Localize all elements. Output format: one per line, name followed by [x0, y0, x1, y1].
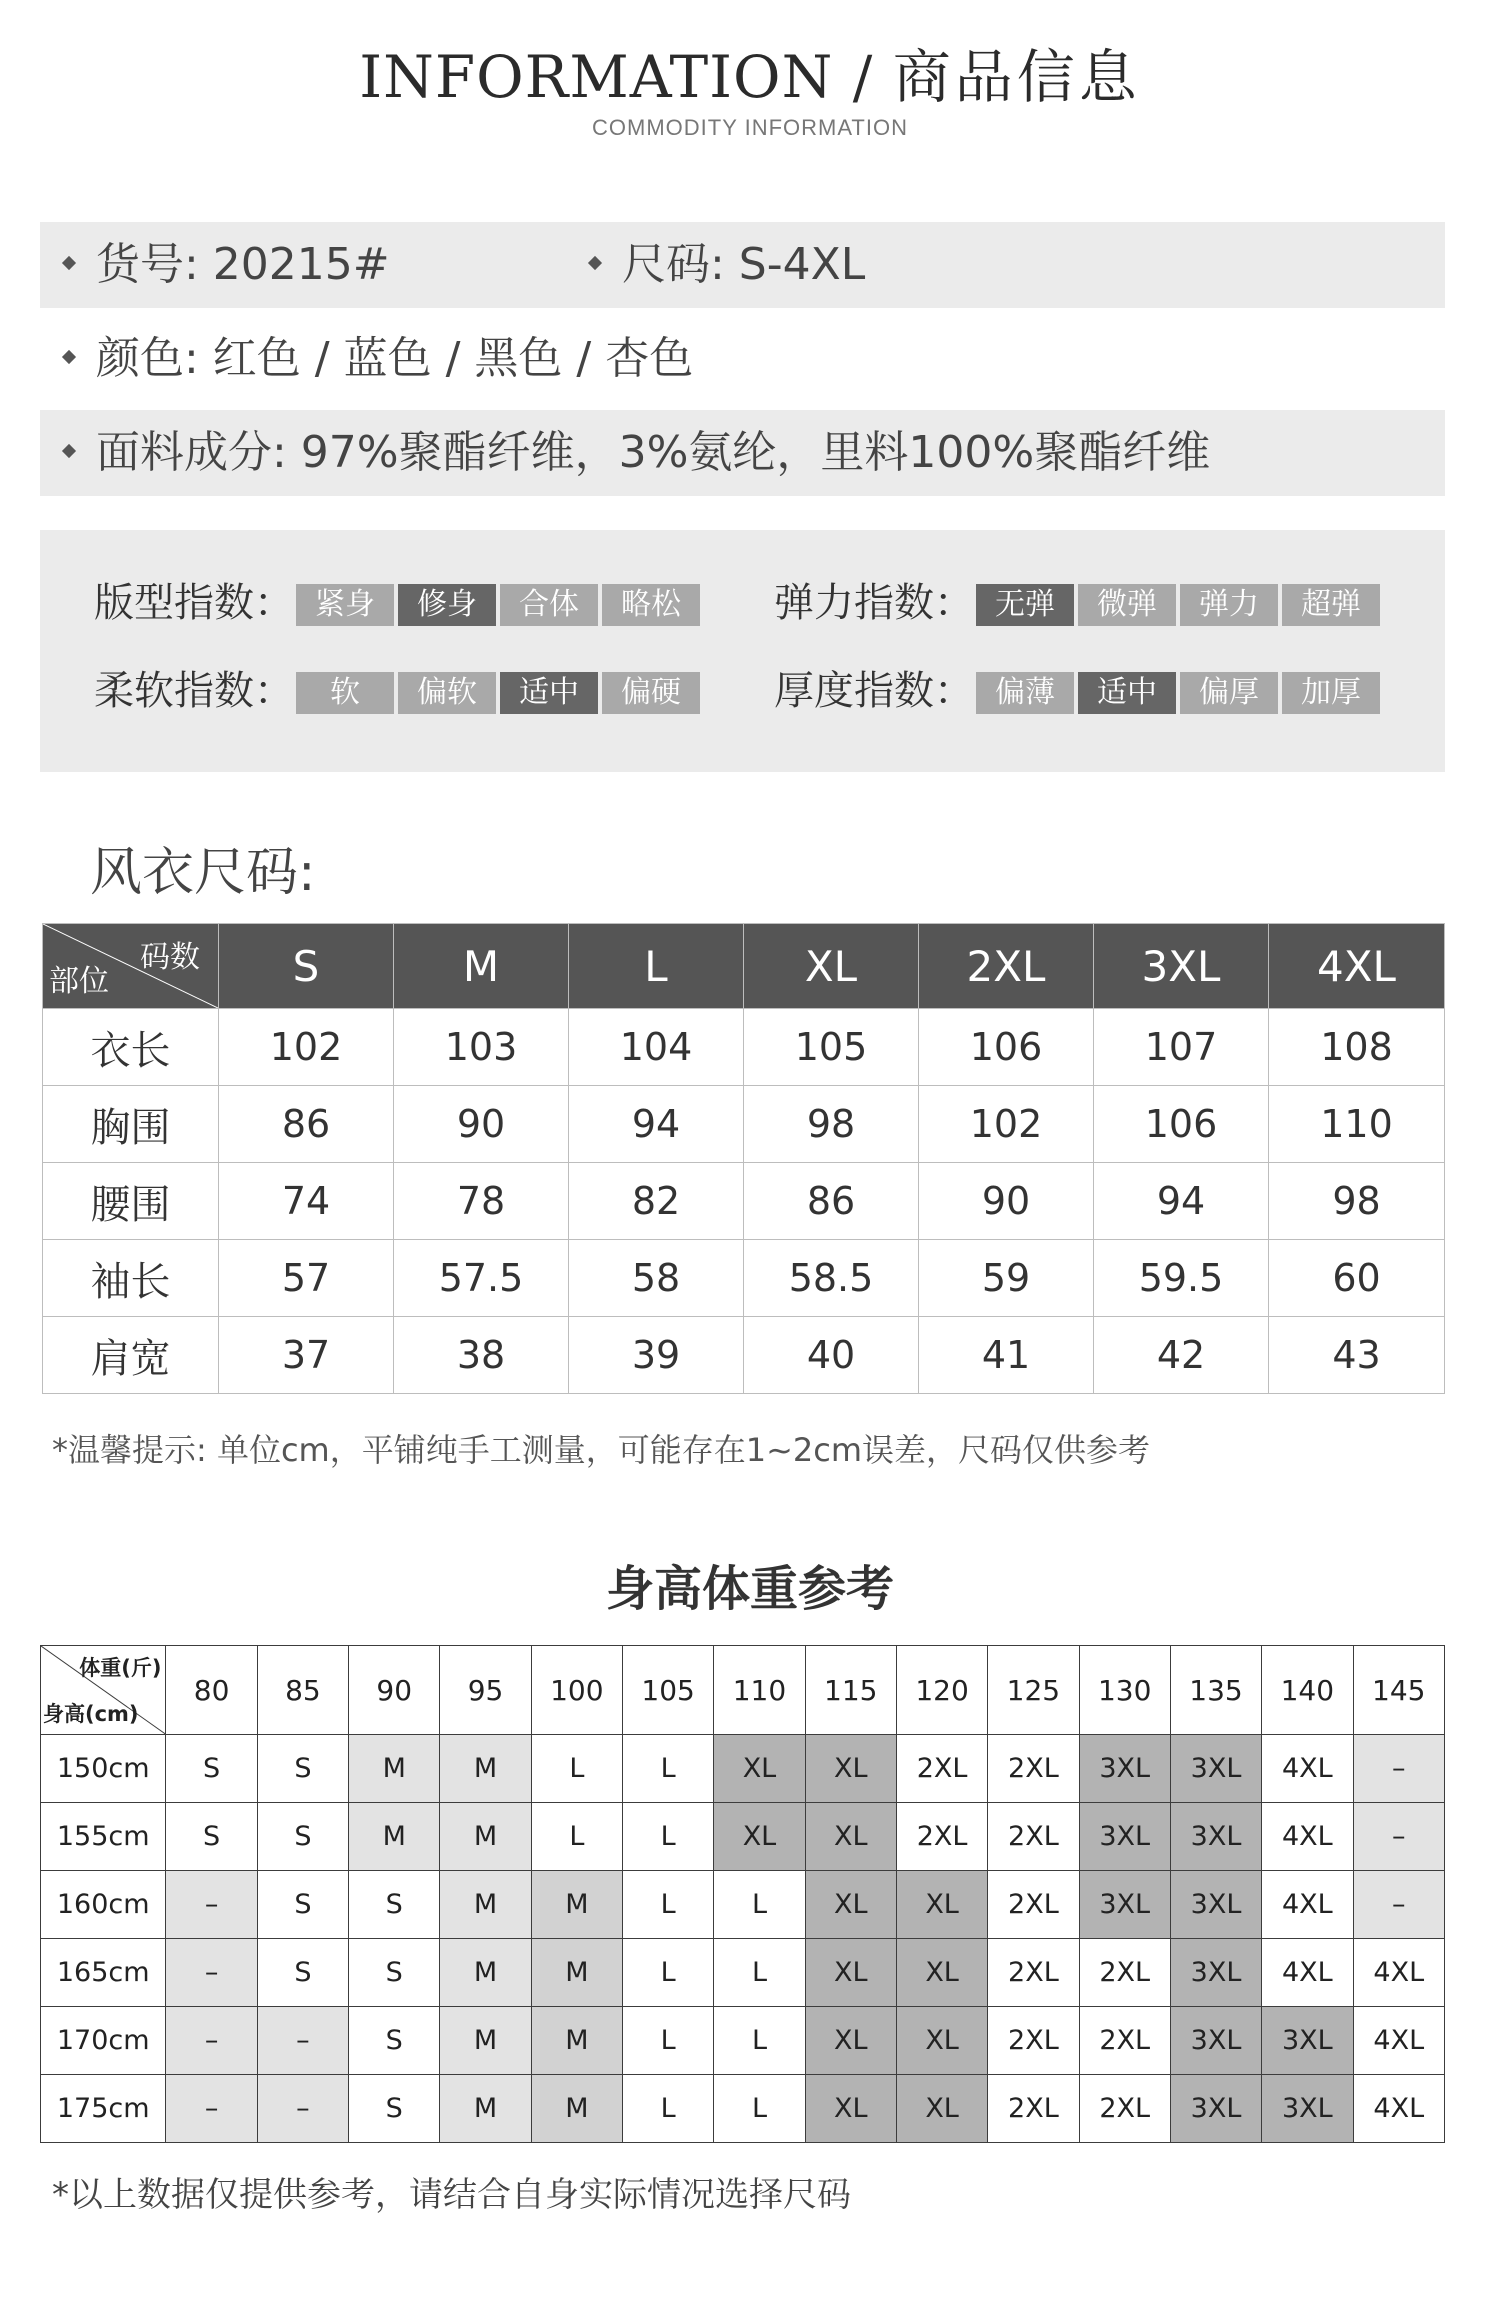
recommended-size-cell: L — [623, 1871, 714, 1939]
weight-header: 125 — [988, 1646, 1079, 1735]
thickness-index-options — [976, 672, 1380, 714]
recommended-size-cell: 2XL — [896, 1803, 987, 1871]
recommended-size-cell: 2XL — [1079, 2007, 1170, 2075]
recommended-size-cell: 3XL — [1079, 1735, 1170, 1803]
measurement-cell: 94 — [569, 1086, 744, 1163]
measurement-cell: 98 — [744, 1086, 919, 1163]
recommended-size-cell: S — [166, 1735, 257, 1803]
recommended-size-cell: 2XL — [988, 2075, 1079, 2143]
weight-header: 140 — [1262, 1646, 1353, 1735]
softness-option-selected: 适中 — [500, 672, 598, 714]
info-row-colors — [40, 316, 1445, 402]
recommended-size-cell: 3XL — [1170, 1803, 1261, 1871]
page-title-separator: / — [833, 43, 893, 111]
recommended-size-cell: XL — [896, 1939, 987, 2007]
recommended-size-cell: XL — [805, 1939, 896, 2007]
size-header-row — [43, 924, 1445, 1009]
hw-corner-cell — [41, 1646, 166, 1735]
fit-option: 合体 — [500, 584, 598, 626]
fit-index-label: 版型指数： — [94, 580, 294, 626]
recommended-size-cell: 4XL — [1353, 2007, 1445, 2075]
bullet-diamond-icon — [588, 256, 602, 270]
recommended-size-cell: M — [440, 1871, 531, 1939]
softness-option: 偏硬 — [602, 672, 700, 714]
size-row — [43, 1317, 1445, 1394]
recommended-size-cell: XL — [714, 1803, 805, 1871]
thickness-option-selected: 适中 — [1078, 672, 1176, 714]
recommended-size-cell: 2XL — [988, 1735, 1079, 1803]
corner-size-label: 码数 — [140, 940, 200, 975]
bullet-diamond-icon — [62, 256, 76, 270]
size-header: 3XL — [1094, 924, 1269, 1009]
height-cell: 155cm — [41, 1803, 166, 1871]
weight-header: 120 — [896, 1646, 987, 1735]
measurement-cell: 106 — [919, 1009, 1094, 1086]
weight-header: 110 — [714, 1646, 805, 1735]
recommended-size-cell: 3XL — [1170, 1939, 1261, 2007]
height-cell: 175cm — [41, 2075, 166, 2143]
softness-option: 软 — [296, 672, 394, 714]
recommended-size-cell: – — [166, 1871, 257, 1939]
weight-header: 95 — [440, 1646, 531, 1735]
weight-header: 100 — [531, 1646, 622, 1735]
measurement-cell: 58 — [569, 1240, 744, 1317]
measurement-cell: 102 — [919, 1086, 1094, 1163]
recommended-size-cell: L — [531, 1803, 622, 1871]
fabric-text: 面料成分: 97%聚酯纤维，3%氨纶，里料100%聚酯纤维 — [96, 427, 1211, 478]
size-corner-cell — [43, 924, 219, 1009]
elasticity-option-selected: 无弹 — [976, 584, 1074, 626]
recommended-size-cell: – — [166, 2007, 257, 2075]
corner-part-label: 部位 — [49, 964, 109, 999]
measurement-cell: 110 — [1269, 1086, 1445, 1163]
height-cell: 165cm — [41, 1939, 166, 2007]
info-row-item-size — [40, 222, 1445, 308]
recommended-size-cell: 2XL — [988, 1939, 1079, 2007]
page-title-cn: 商品信息 — [892, 43, 1141, 111]
recommended-size-cell: 2XL — [988, 1871, 1079, 1939]
item-number — [64, 222, 390, 308]
thickness-option: 偏厚 — [1180, 672, 1278, 714]
measurement-cell: 105 — [744, 1009, 919, 1086]
weight-header: 105 — [623, 1646, 714, 1735]
recommended-size-cell: 4XL — [1353, 2075, 1445, 2143]
recommended-size-cell: M — [440, 1939, 531, 2007]
elasticity-option: 弹力 — [1180, 584, 1278, 626]
recommended-size-cell: 2XL — [988, 1803, 1079, 1871]
height-row — [41, 1939, 1445, 2007]
recommended-size-cell: 3XL — [1262, 2007, 1353, 2075]
recommended-size-cell: S — [166, 1803, 257, 1871]
recommended-size-cell: M — [531, 2007, 622, 2075]
recommended-size-cell: XL — [896, 2075, 987, 2143]
measurement-cell: 78 — [394, 1163, 569, 1240]
measurement-cell: 104 — [569, 1009, 744, 1086]
weight-header: 130 — [1079, 1646, 1170, 1735]
fit-option: 紧身 — [296, 584, 394, 626]
recommended-size-cell: – — [1353, 1871, 1445, 1939]
measurement-cell: 74 — [219, 1163, 394, 1240]
size-row — [43, 1240, 1445, 1317]
size-header: M — [394, 924, 569, 1009]
body-part-cell: 肩宽 — [43, 1317, 219, 1394]
recommended-size-cell: 3XL — [1079, 1803, 1170, 1871]
recommended-size-cell: – — [1353, 1735, 1445, 1803]
fit-option-selected: 修身 — [398, 584, 496, 626]
softness-index-options — [296, 672, 700, 714]
recommended-size-cell: S — [257, 1871, 348, 1939]
recommended-size-cell: L — [623, 1803, 714, 1871]
recommended-size-cell: M — [440, 1803, 531, 1871]
recommended-size-cell: XL — [805, 2075, 896, 2143]
height-row — [41, 1735, 1445, 1803]
measurement-cell: 60 — [1269, 1240, 1445, 1317]
recommended-size-cell: – — [166, 2075, 257, 2143]
recommended-size-cell: M — [531, 1871, 622, 1939]
recommended-size-cell: 3XL — [1079, 1871, 1170, 1939]
recommended-size-cell: XL — [714, 1735, 805, 1803]
colors — [64, 316, 693, 402]
recommended-size-cell: 4XL — [1262, 1803, 1353, 1871]
recommended-size-cell: M — [440, 2007, 531, 2075]
elasticity-option: 微弹 — [1078, 584, 1176, 626]
recommended-size-cell: – — [257, 2075, 348, 2143]
recommended-size-cell: L — [623, 1939, 714, 2007]
size-row — [43, 1086, 1445, 1163]
body-part-cell: 胸围 — [43, 1086, 219, 1163]
measurement-cell: 43 — [1269, 1317, 1445, 1394]
height-cell: 170cm — [41, 2007, 166, 2075]
measurement-cell: 39 — [569, 1317, 744, 1394]
item-number-text: 货号: 20215# — [96, 239, 390, 290]
weight-header: 135 — [1170, 1646, 1261, 1735]
size-row — [43, 1163, 1445, 1240]
recommended-size-cell: 2XL — [988, 2007, 1079, 2075]
measurement-cell: 107 — [1094, 1009, 1269, 1086]
body-part-cell: 衣长 — [43, 1009, 219, 1086]
recommended-size-cell: L — [714, 2075, 805, 2143]
recommended-size-cell: 4XL — [1262, 1871, 1353, 1939]
recommended-size-cell: S — [257, 1939, 348, 2007]
softness-option: 偏软 — [398, 672, 496, 714]
size-header: L — [569, 924, 744, 1009]
colors-text: 颜色: 红色 / 蓝色 / 黑色 / 杏色 — [96, 333, 694, 384]
recommended-size-cell: 3XL — [1262, 2075, 1353, 2143]
height-row — [41, 1871, 1445, 1939]
fit-index-options — [296, 584, 700, 626]
page-subtitle: COMMODITY INFORMATION — [592, 115, 908, 140]
recommended-size-cell: L — [623, 2075, 714, 2143]
thickness-option: 加厚 — [1282, 672, 1380, 714]
size-row — [43, 1009, 1445, 1086]
measurement-cell: 57 — [219, 1240, 394, 1317]
recommended-size-cell: 3XL — [1170, 1871, 1261, 1939]
measurement-cell: 102 — [219, 1009, 394, 1086]
measurement-cell: 98 — [1269, 1163, 1445, 1240]
weight-header: 80 — [166, 1646, 257, 1735]
elasticity-index-options — [976, 584, 1380, 626]
measurement-cell: 57.5 — [394, 1240, 569, 1317]
bullet-diamond-icon — [62, 350, 76, 364]
recommended-size-cell: S — [349, 1871, 440, 1939]
height-row — [41, 2007, 1445, 2075]
measurement-cell: 59.5 — [1094, 1240, 1269, 1317]
corner-weight-label: 体重(斤) — [79, 1656, 162, 1680]
size-chart-note: *温馨提示: 单位cm，平铺纯手工测量，可能存在1~2cm误差，尺码仅供参考 — [52, 1431, 1151, 1469]
size-range — [590, 222, 865, 308]
recommended-size-cell: M — [349, 1735, 440, 1803]
recommended-size-cell: S — [349, 1939, 440, 2007]
recommended-size-cell: S — [349, 2075, 440, 2143]
size-header: 4XL — [1269, 924, 1445, 1009]
thickness-option: 偏薄 — [976, 672, 1074, 714]
height-weight-title: 身高体重参考 — [605, 1561, 894, 1617]
fit-index-panel — [40, 530, 1445, 772]
height-weight-note: *以上数据仅提供参考，请结合自身实际情况选择尺码 — [52, 2175, 851, 2215]
recommended-size-cell: 2XL — [896, 1735, 987, 1803]
elasticity-option: 超弹 — [1282, 584, 1380, 626]
measurement-cell: 59 — [919, 1240, 1094, 1317]
weight-header: 145 — [1353, 1646, 1445, 1735]
size-header: S — [219, 924, 394, 1009]
measurement-cell: 90 — [394, 1086, 569, 1163]
recommended-size-cell: L — [714, 1871, 805, 1939]
measurement-cell: 58.5 — [744, 1240, 919, 1317]
recommended-size-cell: L — [623, 2007, 714, 2075]
recommended-size-cell: L — [531, 1735, 622, 1803]
size-header: 2XL — [919, 924, 1094, 1009]
measurement-cell: 86 — [744, 1163, 919, 1240]
info-row-fabric — [40, 410, 1445, 496]
recommended-size-cell: 4XL — [1353, 1939, 1445, 2007]
recommended-size-cell: – — [166, 1939, 257, 2007]
recommended-size-cell: M — [440, 1735, 531, 1803]
height-cell: 150cm — [41, 1735, 166, 1803]
body-part-cell: 腰围 — [43, 1163, 219, 1240]
measurement-cell: 37 — [219, 1317, 394, 1394]
recommended-size-cell: S — [257, 1803, 348, 1871]
recommended-size-cell: L — [623, 1735, 714, 1803]
recommended-size-cell: M — [531, 1939, 622, 2007]
recommended-size-cell: XL — [896, 2007, 987, 2075]
size-chart-title: 风衣尺码: — [90, 843, 316, 903]
recommended-size-cell: 3XL — [1170, 2007, 1261, 2075]
weight-header: 115 — [805, 1646, 896, 1735]
measurement-cell: 41 — [919, 1317, 1094, 1394]
measurement-cell: 103 — [394, 1009, 569, 1086]
bullet-diamond-icon — [62, 444, 76, 458]
recommended-size-cell: M — [440, 2075, 531, 2143]
weight-header-row — [41, 1646, 1445, 1735]
recommended-size-cell: XL — [805, 1871, 896, 1939]
height-row — [41, 2075, 1445, 2143]
softness-index-label: 柔软指数： — [94, 668, 294, 714]
measurement-cell: 42 — [1094, 1317, 1269, 1394]
fit-option: 略松 — [602, 584, 700, 626]
recommended-size-cell: XL — [896, 1871, 987, 1939]
measurement-cell: 82 — [569, 1163, 744, 1240]
measurement-cell: 94 — [1094, 1163, 1269, 1240]
recommended-size-cell: – — [257, 2007, 348, 2075]
recommended-size-cell: – — [1353, 1803, 1445, 1871]
recommended-size-cell: L — [714, 2007, 805, 2075]
recommended-size-cell: 4XL — [1262, 1735, 1353, 1803]
measurement-cell: 108 — [1269, 1009, 1445, 1086]
recommended-size-cell: 2XL — [1079, 2075, 1170, 2143]
recommended-size-cell: 4XL — [1262, 1939, 1353, 2007]
recommended-size-cell: S — [349, 2007, 440, 2075]
measurement-cell: 90 — [919, 1163, 1094, 1240]
recommended-size-cell: XL — [805, 2007, 896, 2075]
measurement-cell: 86 — [219, 1086, 394, 1163]
recommended-size-cell: 2XL — [1079, 1939, 1170, 2007]
height-row — [41, 1803, 1445, 1871]
recommended-size-cell: S — [257, 1735, 348, 1803]
recommended-size-cell: M — [349, 1803, 440, 1871]
size-range-text: 尺码: S-4XL — [622, 239, 866, 290]
size-header: XL — [744, 924, 919, 1009]
fabric — [64, 410, 1210, 496]
body-part-cell: 袖长 — [43, 1240, 219, 1317]
weight-header: 90 — [349, 1646, 440, 1735]
recommended-size-cell: XL — [805, 1803, 896, 1871]
measurement-cell: 40 — [744, 1317, 919, 1394]
page-title-en: INFORMATION — [359, 43, 834, 111]
recommended-size-cell: 3XL — [1170, 2075, 1261, 2143]
recommended-size-cell: XL — [805, 1735, 896, 1803]
size-chart-table — [42, 923, 1445, 1394]
measurement-cell: 38 — [394, 1317, 569, 1394]
thickness-index-label: 厚度指数： — [774, 668, 974, 714]
page-title — [0, 30, 1500, 114]
measurement-cell: 106 — [1094, 1086, 1269, 1163]
elasticity-index-label: 弹力指数： — [774, 580, 974, 626]
recommended-size-cell: 3XL — [1170, 1735, 1261, 1803]
recommended-size-cell: M — [531, 2075, 622, 2143]
height-cell: 160cm — [41, 1871, 166, 1939]
height-weight-table — [40, 1645, 1445, 2143]
corner-height-label: 身高(cm) — [43, 1702, 139, 1726]
recommended-size-cell: L — [714, 1939, 805, 2007]
weight-header: 85 — [257, 1646, 348, 1735]
